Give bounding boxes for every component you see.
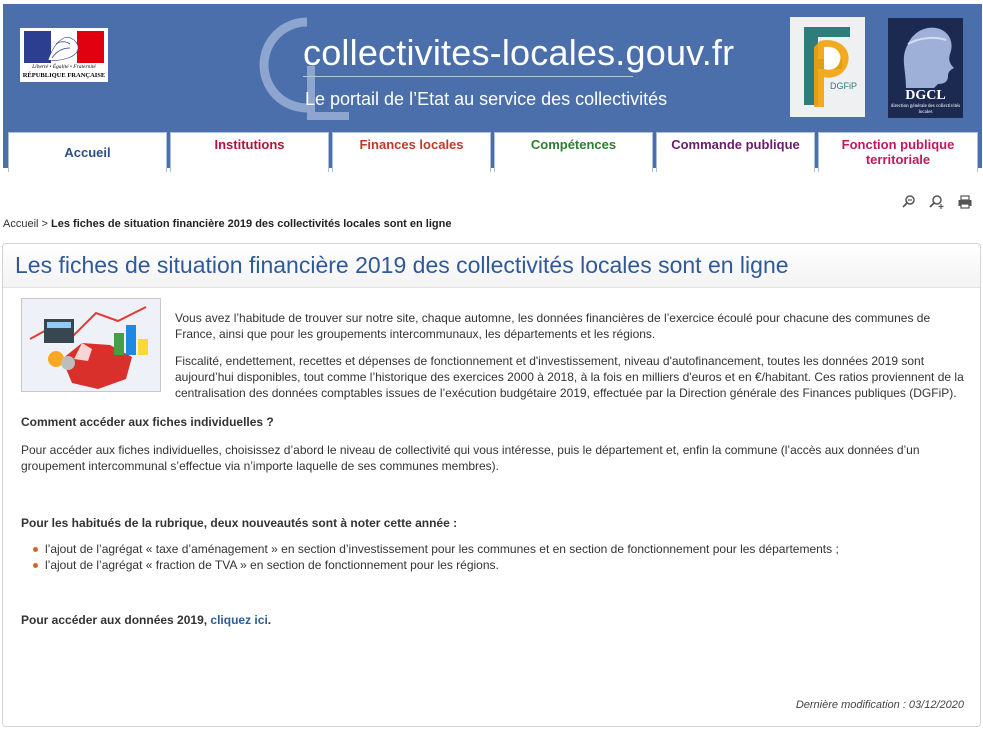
site-header — [3, 4, 982, 168]
access-data-line — [21, 613, 271, 627]
dgcl-logo[interactable] — [888, 18, 963, 118]
news-list — [29, 541, 839, 573]
tab-accueil[interactable]: Accueil — [8, 132, 167, 172]
tab-competences[interactable]: Compétences — [494, 132, 653, 172]
print-icon[interactable] — [956, 193, 974, 211]
data-paragraph: Fiscalité, endettement, recettes et dépenses de fonctionnement et d'investissement, niveau d'autofinancement, toutes les données 2019 sont aujourd’hui disponibles, tout comme l’historique des exercices 2000 à 2018, à la fois en milliers d'euros et en €/habitant. Ces ratios proviennent de la centralisation des données comptables issues de l’exécution budgétaire 2019, effectuée par la Direction générale des Finances publiques (DGFiP). — [175, 354, 964, 400]
list-item: l’ajout de l’agrégat « taxe d’aménagement » en section d’investissement pour les communes et en section de fonctionnement pour les départements ; — [29, 541, 839, 557]
rf-name: RÉPUBLIQUE FRANÇAISE — [22, 72, 106, 79]
breadcrumb-current: Les fiches de situation financière 2019 des collectivités locales sont en ligne — [51, 218, 452, 230]
zoom-in-icon[interactable] — [928, 193, 946, 211]
how-to-access-paragraph: Pour accéder aux fiches individuelles, choisissez d’abord le niveau de collectivité qui vous intéresse, puis le département et, enfin la commune (l’accès aux données d’un groupement intercommunal s’effectue via n’importe laquelle de ses communes membres). — [21, 443, 920, 473]
breadcrumb-home-link[interactable]: Accueil — [3, 218, 39, 230]
marianne-icon — [42, 32, 84, 62]
site-subtitle: Le portail de l’Etat au service des collectivités — [305, 89, 668, 109]
rf-motto: Liberté • Égalité • Fraternité — [32, 64, 96, 70]
intro-paragraph: Vous avez l’habitude de trouver sur notre site, chaque automne, les données financières de l’exercice écoulé pour chacune des communes de France, ainsi que pour les groupements intercommunaux, les départements et les régions. — [175, 311, 931, 341]
site-title[interactable]: collectivites-locales.gouv.fr — [303, 32, 735, 73]
news-heading: Pour les habitués de la rubrique, deux nouveautés sont à noter cette année : — [21, 516, 458, 530]
tab-finances-locales[interactable]: Finances locales — [332, 132, 491, 172]
republique-francaise-logo[interactable] — [20, 28, 108, 82]
dgfip-label: DGFiP — [830, 81, 857, 91]
dgcl-profile-icon — [888, 18, 963, 88]
article-panel — [2, 243, 981, 727]
last-modified: Dernière modification : 03/12/2020 — [795, 699, 964, 711]
dgcl-name: DGCL — [905, 88, 946, 103]
zoom-out-icon[interactable] — [900, 193, 918, 211]
click-here-link[interactable]: cliquez ici — [210, 613, 268, 627]
breadcrumb — [3, 218, 451, 230]
tab-commande-publique[interactable]: Commande publique — [656, 132, 815, 172]
dgfip-emblem-icon — [790, 17, 865, 117]
page-title: Les fiches de situation financière 2019 des collectivités locales sont en ligne — [15, 252, 789, 278]
article-header — [3, 244, 980, 288]
breadcrumb-separator: > — [38, 218, 52, 230]
tab-institutions[interactable]: Institutions — [170, 132, 329, 172]
finance-illustration-image — [21, 298, 161, 392]
access-data-text: Pour accéder aux données 2019, — [21, 613, 211, 627]
dgcl-subtitle: direction générale des collectivités locales — [890, 104, 961, 115]
access-data-end: . — [267, 613, 272, 627]
title-divider — [303, 76, 633, 77]
how-to-access-heading: Comment accéder aux fiches individuelles ? — [21, 415, 274, 429]
dgfip-logo[interactable] — [790, 17, 865, 117]
tab-fonction-publique-territoriale[interactable]: Fonction publique territoriale — [818, 132, 978, 172]
page-tools — [900, 193, 980, 213]
list-item: l’ajout de l’agrégat « fraction de TVA » en section de fonctionnement pour les régions. — [29, 557, 839, 573]
